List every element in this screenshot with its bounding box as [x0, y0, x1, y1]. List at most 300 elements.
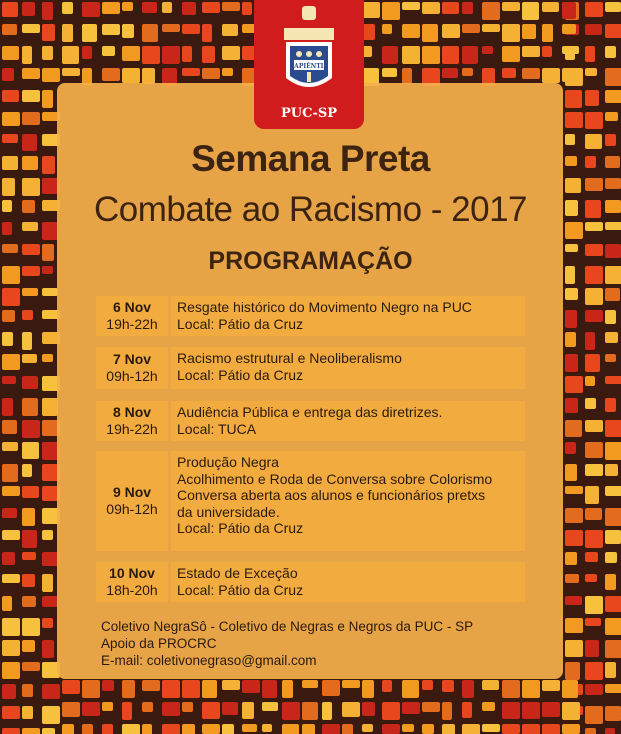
- pattern-tile: [182, 2, 196, 15]
- pattern-tile: [2, 684, 16, 699]
- pattern-tile: [42, 398, 58, 416]
- pattern-tile: [302, 702, 318, 720]
- pattern-tile: [42, 354, 53, 362]
- event-info: [171, 562, 525, 602]
- pattern-tile: [565, 288, 578, 300]
- pattern-tile: [565, 376, 583, 393]
- pattern-tile: [585, 90, 599, 106]
- pattern-tile: [22, 684, 33, 697]
- pattern-tile: [42, 706, 60, 724]
- pattern-tile: [605, 618, 621, 635]
- pattern-tile: [382, 2, 400, 20]
- pattern-tile: [2, 640, 20, 656]
- pattern-tile: [42, 2, 53, 20]
- pattern-tile: [2, 68, 14, 81]
- event-date: [96, 562, 168, 602]
- pattern-tile: [42, 24, 55, 41]
- pattern-tile: [562, 702, 580, 720]
- pattern-tile: [182, 68, 200, 76]
- event-line: Produção Negra: [177, 454, 279, 470]
- pattern-tile: [2, 288, 20, 306]
- pattern-tile: [565, 398, 578, 413]
- pattern-tile: [565, 420, 582, 437]
- pattern-tile: [565, 618, 583, 633]
- pattern-tile: [242, 2, 252, 15]
- pattern-tile: [585, 486, 599, 504]
- pattern-tile: [362, 724, 373, 732]
- pattern-tile: [542, 24, 553, 42]
- event-date: [96, 347, 168, 389]
- pattern-tile: [482, 724, 500, 732]
- pattern-tile: [422, 680, 433, 690]
- pattern-tile: [442, 68, 458, 78]
- event-date: [96, 296, 168, 336]
- pattern-tile: [422, 724, 434, 734]
- pattern-tile: [62, 680, 80, 694]
- pattern-tile: [565, 552, 577, 565]
- pattern-tile: [585, 24, 602, 35]
- pattern-tile: [585, 640, 599, 657]
- pattern-tile: [562, 680, 578, 698]
- event-line: Local: Pátio da Cruz: [177, 315, 304, 332]
- pattern-tile: [182, 702, 193, 712]
- pattern-tile: [605, 332, 618, 343]
- pattern-tile: [22, 618, 40, 636]
- pattern-tile: [22, 552, 36, 560]
- pattern-tile: [162, 46, 180, 64]
- pattern-tile: [402, 680, 419, 698]
- pattern-tile: [565, 596, 582, 605]
- pattern-tile: [22, 420, 40, 438]
- pattern-tile: [502, 702, 520, 719]
- svg-text:SAPIÊNTIA: SAPIÊNTIA: [289, 63, 329, 70]
- pattern-tile: [462, 680, 474, 698]
- pattern-tile: [462, 68, 473, 76]
- pattern-tile: [102, 724, 113, 734]
- footer-support: Apoio da PROCRC: [101, 636, 217, 651]
- event-row: [96, 347, 525, 389]
- pattern-tile: [342, 724, 353, 734]
- puc-sp-logo: [254, 0, 364, 129]
- pattern-tile: [22, 574, 35, 587]
- footer-email: E-mail: coletivonegraso@gmail.com: [101, 653, 317, 668]
- pattern-tile: [2, 24, 17, 35]
- event-row: [96, 401, 525, 441]
- event-day: 6 Nov: [112, 299, 152, 315]
- pattern-tile: [605, 464, 618, 476]
- pattern-tile: [502, 680, 520, 698]
- pattern-tile: [142, 68, 155, 84]
- pattern-tile: [242, 680, 260, 693]
- pattern-tile: [222, 724, 234, 734]
- pattern-tile: [605, 288, 620, 301]
- pattern-tile: [565, 442, 576, 454]
- pattern-tile: [82, 24, 97, 42]
- pattern-tile: [442, 702, 452, 720]
- pattern-tile: [302, 680, 318, 688]
- page-subtitle: Combate ao Racismo - 2017: [94, 190, 527, 229]
- pattern-tile: [142, 702, 153, 712]
- pattern-tile: [585, 112, 603, 129]
- pattern-tile: [2, 46, 19, 60]
- pattern-tile: [585, 596, 603, 614]
- pattern-tile: [585, 420, 603, 432]
- pattern-tile: [322, 702, 332, 720]
- pattern-tile: [462, 702, 472, 718]
- pattern-tile: [482, 2, 500, 20]
- event-time: 19h-22h: [106, 421, 158, 437]
- pattern-tile: [2, 354, 20, 370]
- pattern-tile: [565, 112, 583, 128]
- pattern-tile: [202, 680, 217, 698]
- pattern-tile: [242, 724, 257, 732]
- event-row: [96, 562, 525, 602]
- pattern-tile: [22, 706, 33, 719]
- pattern-tile: [605, 662, 616, 678]
- pattern-tile: [22, 662, 40, 671]
- pattern-tile: [565, 640, 583, 657]
- pattern-tile: [442, 24, 460, 38]
- event-line: Local: Pátio da Cruz: [177, 581, 304, 598]
- pattern-tile: [585, 442, 603, 458]
- pattern-tile: [585, 354, 600, 372]
- pattern-tile: [462, 724, 480, 734]
- pattern-tile: [605, 2, 621, 12]
- pattern-tile: [502, 68, 516, 78]
- pattern-tile: [382, 680, 392, 692]
- pattern-tile: [82, 46, 92, 59]
- event-time: 09h-12h: [106, 368, 158, 384]
- pattern-tile: [302, 724, 315, 734]
- pattern-tile: [2, 90, 19, 102]
- pattern-tile: [62, 702, 80, 717]
- pattern-tile: [542, 680, 560, 691]
- pattern-tile: [42, 574, 53, 592]
- pattern-tile: [2, 310, 15, 322]
- pattern-tile: [22, 398, 38, 416]
- pattern-tile: [262, 724, 272, 732]
- pattern-tile: [585, 464, 603, 476]
- pattern-tile: [22, 68, 40, 79]
- event-line: Audiência Pública e entrega das diretrizes.: [177, 404, 443, 420]
- pattern-tile: [2, 706, 20, 719]
- pattern-tile: [182, 46, 192, 62]
- pattern-tile: [605, 596, 621, 612]
- pattern-tile: [542, 702, 560, 717]
- pattern-tile: [422, 46, 440, 64]
- pattern-tile: [102, 68, 120, 81]
- pattern-tile: [42, 596, 58, 607]
- pattern-tile: [2, 464, 18, 482]
- event-time: 09h-12h: [106, 501, 158, 517]
- pattern-tile: [382, 724, 400, 734]
- pattern-tile: [382, 68, 397, 77]
- pattern-tile: [22, 354, 37, 363]
- pattern-tile: [42, 728, 55, 734]
- pattern-tile: [242, 702, 254, 719]
- pattern-tile: [542, 724, 560, 734]
- pattern-tile: [605, 68, 621, 86]
- pattern-tile: [565, 354, 578, 372]
- pattern-tile: [585, 574, 597, 582]
- pattern-tile: [585, 398, 596, 409]
- pattern-tile: [222, 24, 238, 36]
- pattern-tile: [462, 46, 478, 64]
- pattern-tile: [102, 680, 114, 691]
- pattern-tile: [42, 46, 53, 60]
- pattern-tile: [522, 46, 540, 57]
- pattern-tile: [42, 288, 58, 296]
- pattern-tile: [565, 332, 576, 347]
- pattern-tile: [585, 706, 603, 724]
- event-line: Conversa aberta aos alunos e funcionários pretxs: [177, 487, 486, 503]
- pattern-tile: [442, 2, 459, 14]
- pattern-tile: [542, 68, 560, 83]
- event-info: [171, 451, 525, 551]
- pattern-tile: [522, 24, 536, 39]
- pattern-tile: [102, 2, 120, 14]
- pattern-tile: [585, 618, 601, 626]
- pattern-tile: [2, 442, 18, 451]
- pattern-tile: [62, 724, 74, 734]
- pattern-tile: [565, 310, 577, 328]
- pattern-tile: [462, 24, 480, 33]
- pattern-tile: [562, 724, 580, 734]
- pattern-tile: [605, 46, 616, 58]
- pattern-tile: [605, 508, 621, 526]
- pattern-tile: [585, 288, 603, 305]
- pattern-tile: [565, 90, 582, 108]
- pattern-tile: [422, 24, 438, 42]
- event-date: [96, 451, 168, 551]
- pattern-tile: [222, 68, 233, 76]
- pattern-tile: [142, 24, 158, 42]
- pattern-tile: [22, 2, 35, 16]
- pattern-tile: [585, 46, 595, 62]
- pattern-tile: [342, 702, 360, 717]
- pattern-tile: [605, 552, 617, 563]
- pattern-tile: [22, 310, 33, 320]
- pattern-tile: [402, 724, 414, 732]
- pattern-tile: [2, 552, 15, 565]
- event-line: Local: Pátio da Cruz: [177, 520, 304, 536]
- pattern-tile: [222, 46, 240, 60]
- pattern-tile: [42, 684, 60, 699]
- event-line: Racismo estrutural e Neoliberalismo: [177, 350, 402, 366]
- pattern-tile: [262, 680, 277, 698]
- pattern-tile: [482, 24, 500, 32]
- pattern-tile: [162, 702, 180, 716]
- pattern-tile: [2, 574, 20, 583]
- section-heading: PROGRAMAÇÃO: [208, 247, 413, 275]
- pattern-tile: [462, 2, 473, 14]
- pattern-tile: [2, 376, 16, 384]
- pattern-tile: [2, 508, 17, 518]
- pattern-tile: [2, 486, 20, 496]
- pattern-tile: [22, 90, 40, 102]
- pattern-tile: [482, 702, 495, 711]
- pattern-tile: [222, 702, 238, 715]
- pattern-tile: [585, 552, 598, 562]
- pattern-tile: [502, 46, 520, 62]
- pattern-tile: [585, 508, 602, 520]
- pattern-tile: [22, 112, 40, 125]
- pattern-tile: [282, 702, 300, 720]
- pattern-tile: [2, 662, 20, 679]
- event-day: 10 Nov: [109, 565, 155, 581]
- pattern-tile: [122, 702, 132, 720]
- pattern-tile: [382, 46, 398, 64]
- pattern-tile: [22, 46, 32, 64]
- pattern-tile: [82, 680, 100, 698]
- event-row: [96, 296, 525, 336]
- pattern-tile: [282, 724, 299, 734]
- pattern-tile: [2, 618, 20, 636]
- pattern-tile: [182, 724, 195, 734]
- pattern-tile: [162, 724, 180, 734]
- pattern-tile: [142, 680, 160, 691]
- pattern-tile: [585, 68, 597, 76]
- pattern-tile: [585, 310, 603, 322]
- event-time: 18h-20h: [106, 582, 158, 598]
- pattern-tile: [605, 90, 621, 103]
- event-line: Acolhimento e Roda de Conversa sobre Colorismo: [177, 470, 493, 487]
- pattern-tile: [22, 332, 32, 350]
- pattern-tile: [522, 680, 540, 698]
- event-info: [171, 347, 525, 389]
- pattern-tile: [102, 46, 115, 56]
- pattern-tile: [585, 662, 603, 680]
- pattern-tile: [22, 24, 40, 33]
- pattern-tile: [2, 530, 20, 540]
- pattern-tile: [565, 464, 577, 481]
- pattern-tile: [122, 2, 133, 11]
- event-line: Estado de Exceção: [177, 565, 298, 581]
- pattern-tile: [122, 68, 140, 83]
- coat-of-arms-icon: [254, 0, 364, 105]
- pattern-tile: [565, 662, 580, 680]
- pattern-tile: [402, 702, 420, 714]
- pattern-tile: [22, 442, 39, 459]
- pattern-tile: [362, 2, 380, 18]
- pattern-tile: [585, 376, 595, 386]
- pattern-tile: [522, 724, 540, 734]
- pattern-tile: [2, 112, 20, 126]
- pattern-tile: [502, 24, 520, 42]
- pattern-tile: [322, 680, 340, 696]
- pattern-tile: [562, 68, 573, 82]
- pattern-tile: [42, 68, 60, 82]
- pattern-tile: [605, 420, 621, 437]
- pattern-tile: [605, 398, 616, 412]
- event-line: da universidade.: [177, 503, 280, 520]
- pattern-tile: [2, 728, 20, 734]
- pattern-tile: [605, 574, 616, 590]
- pattern-tile: [482, 46, 493, 54]
- pattern-tile: [2, 596, 12, 611]
- pattern-tile: [382, 24, 392, 34]
- pattern-tile: [22, 376, 38, 389]
- pattern-tile: [162, 680, 180, 698]
- pattern-tile: [522, 2, 539, 20]
- event-info: [171, 296, 525, 336]
- pattern-tile: [605, 530, 621, 544]
- pattern-tile: [605, 112, 618, 121]
- pattern-tile: [565, 530, 583, 546]
- pattern-tile: [422, 2, 440, 14]
- pattern-tile: [62, 2, 73, 14]
- pattern-tile: [202, 724, 220, 734]
- pattern-tile: [565, 486, 583, 494]
- pattern-tile: [362, 680, 374, 698]
- pattern-tile: [22, 530, 37, 548]
- pattern-tile: [605, 24, 621, 38]
- pattern-tile: [342, 680, 360, 688]
- pattern-tile: [605, 376, 621, 384]
- pattern-tile: [182, 24, 200, 34]
- pattern-tile: [422, 702, 440, 712]
- pattern-tile: [162, 2, 172, 13]
- event-time: 19h-22h: [106, 316, 158, 332]
- event-day: 9 Nov: [112, 484, 152, 500]
- event-day: 8 Nov: [112, 404, 152, 420]
- pattern-tile: [22, 596, 36, 607]
- event-line: Resgate histórico do Movimento Negro na PUC: [177, 299, 472, 315]
- pattern-tile: [202, 2, 220, 13]
- logo-caption: PUC-SP: [280, 106, 338, 121]
- pattern-tile: [502, 724, 520, 734]
- pattern-tile: [22, 464, 32, 477]
- pattern-tile: [202, 24, 212, 42]
- pattern-tile: [222, 680, 240, 690]
- pattern-tile: [62, 68, 80, 76]
- pattern-tile: [442, 680, 454, 692]
- event-line: Local: TUCA: [177, 420, 257, 437]
- pattern-tile: [62, 46, 79, 64]
- pattern-tile: [122, 24, 134, 38]
- pattern-tile: [482, 680, 499, 690]
- pattern-tile: [585, 530, 603, 548]
- event-info: [171, 401, 525, 441]
- pattern-tile: [522, 702, 540, 719]
- pattern-tile: [162, 24, 180, 32]
- pattern-tile: [142, 46, 160, 64]
- pattern-tile: [202, 68, 220, 79]
- pattern-tile: [2, 398, 13, 416]
- pattern-tile: [22, 728, 40, 734]
- pattern-tile: [42, 530, 53, 540]
- pattern-tile: [62, 24, 73, 42]
- pattern-tile: [605, 486, 621, 496]
- pattern-tile: [42, 618, 53, 628]
- pattern-tile: [565, 574, 579, 583]
- pattern-tile: [565, 508, 583, 523]
- pattern-tile: [605, 640, 621, 658]
- pattern-tile: [605, 310, 616, 324]
- pattern-tile: [22, 288, 38, 296]
- pattern-tile: [22, 508, 35, 526]
- pattern-tile: [585, 684, 603, 695]
- pattern-tile: [605, 728, 615, 734]
- footer-credits: [101, 618, 473, 669]
- pattern-tile: [82, 2, 100, 17]
- pattern-tile: [82, 724, 93, 734]
- pattern-tile: [562, 46, 579, 54]
- pattern-tile: [605, 442, 621, 460]
- pattern-tile: [2, 420, 17, 434]
- pattern-tile: [122, 680, 135, 698]
- pattern-tile: [585, 2, 603, 17]
